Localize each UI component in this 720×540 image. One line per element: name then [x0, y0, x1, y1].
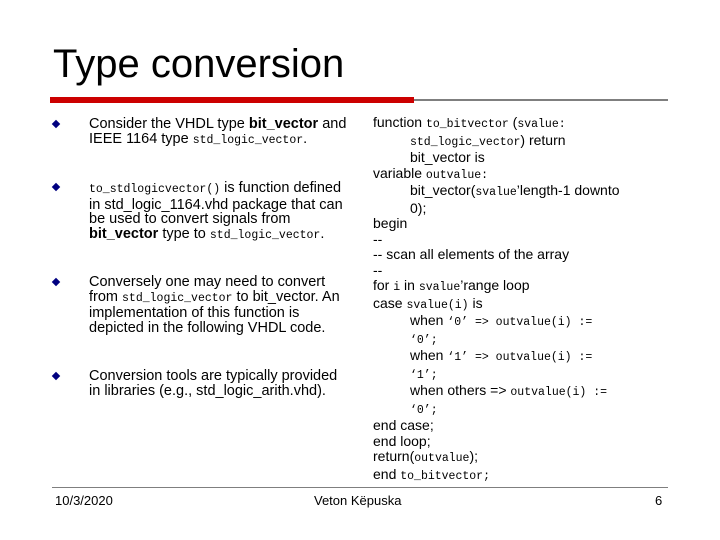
bullet-text-1 — [89, 117, 351, 148]
code-line — [373, 247, 683, 263]
text-run: -- — [373, 261, 383, 278]
text-run: ’range loop — [460, 277, 530, 293]
text-run: bit_vector is — [410, 149, 485, 165]
bold-run: bit_vector — [248, 116, 319, 132]
text-run: -- — [373, 230, 383, 247]
bullet-text-2 — [89, 181, 351, 243]
code-line — [373, 166, 683, 184]
footer-date: 10/3/2020 — [55, 493, 113, 508]
text-run: ) return — [520, 131, 566, 148]
code-line — [373, 449, 683, 467]
text-run: variable — [373, 164, 426, 181]
text-run: Conversion tools are typically provided in libraries (e.g., std_logic_arith.vhd). — [89, 368, 338, 399]
bold-run: bit_vector — [89, 225, 159, 242]
code-line — [373, 383, 683, 401]
code-line — [373, 467, 683, 485]
code-run: std_logic_vector — [192, 133, 304, 147]
code-run: std_logic_vector — [209, 228, 321, 242]
text-run: ); — [469, 448, 479, 464]
code-line — [373, 133, 683, 151]
code-line — [373, 418, 683, 434]
code-run: to_bitvector — [425, 118, 509, 131]
code-line — [373, 401, 683, 419]
code-line — [373, 434, 683, 450]
code-run: outvalue: — [425, 168, 489, 182]
code-run: outvalue(i) := — [510, 386, 608, 399]
code-line — [373, 263, 683, 279]
code-run: to_stdlogicvector() — [89, 183, 221, 196]
code-run: ‘1’ => outvalue(i) := — [447, 351, 593, 364]
bullet-diamond-icon — [52, 120, 60, 128]
text-run: Consider the VHDL type — [89, 116, 249, 132]
bullet-text-3 — [89, 275, 351, 335]
text-run: type to — [158, 225, 210, 242]
text-run: 0); — [410, 199, 427, 216]
footer-divider — [52, 487, 668, 488]
bullet-diamond-icon — [52, 278, 60, 286]
code-run: to_bitvector; — [400, 469, 490, 483]
code-line — [373, 296, 683, 314]
code-run: ‘0’; — [410, 333, 438, 347]
code-run: svalue — [418, 281, 461, 294]
code-line — [373, 201, 683, 217]
footer-author: Veton Këpuska — [314, 493, 402, 508]
vhdl-code-block — [373, 115, 683, 484]
code-run: ‘0’; — [410, 403, 438, 417]
text-run: to bit_vector. An implementation of this function is depicted in the following VHDL code. — [89, 288, 340, 336]
text-run: when — [410, 312, 448, 328]
text-run: Conversely one may need to convert from — [89, 274, 326, 305]
footer-page-number: 6 — [655, 493, 663, 508]
text-run: . — [320, 225, 325, 242]
text-run: and IEEE 1164 type — [89, 116, 347, 147]
text-run: return( — [373, 448, 415, 464]
code-run: outvalue — [414, 452, 470, 465]
code-run: svalue(i) — [406, 298, 469, 312]
text-run: when others => — [410, 382, 511, 398]
text-run: ( — [508, 114, 518, 130]
text-run: when — [410, 347, 448, 363]
code-line — [373, 150, 683, 166]
text-run: is function defined in std_logic_1164.vhd package that can be used to convert signals from — [89, 180, 343, 227]
text-run: -- scan all elements of the array — [373, 246, 570, 262]
code-run: i — [393, 281, 401, 294]
title-text: Type conversion — [53, 42, 345, 86]
code-run: ‘1’; — [410, 368, 438, 382]
text-run: in — [400, 277, 419, 293]
title-underline-gray — [414, 99, 668, 101]
code-line — [373, 348, 683, 366]
text-run: end — [373, 465, 401, 482]
bullet-diamond-icon — [52, 372, 60, 380]
text-run: bit_vector( — [410, 182, 476, 198]
text-run: function — [373, 114, 426, 130]
title-underline-red — [50, 97, 414, 103]
code-run: std_logic_vector — [122, 291, 233, 305]
text-run: is — [468, 294, 483, 311]
text-run: end loop; — [373, 432, 431, 449]
code-line — [373, 183, 683, 201]
text-run: case — [373, 294, 407, 311]
code-line — [373, 278, 683, 296]
code-line — [373, 313, 683, 331]
code-line — [373, 216, 683, 232]
code-line — [373, 331, 683, 349]
code-line — [373, 232, 683, 248]
text-run: for — [373, 277, 394, 293]
code-line — [373, 366, 683, 384]
text-run: . — [303, 130, 308, 147]
code-run: ‘0’ => outvalue(i) := — [447, 316, 593, 329]
text-run: ’length-1 downto — [516, 182, 620, 198]
code-run: svalue — [475, 186, 517, 199]
code-line — [373, 115, 683, 133]
code-run: svalue: — [517, 118, 566, 131]
bullet-diamond-icon — [52, 183, 60, 191]
code-run: std_logic_vector — [410, 135, 521, 149]
text-run: end case; — [373, 417, 434, 433]
text-run: begin — [373, 215, 408, 231]
bullet-text-4 — [89, 369, 351, 398]
